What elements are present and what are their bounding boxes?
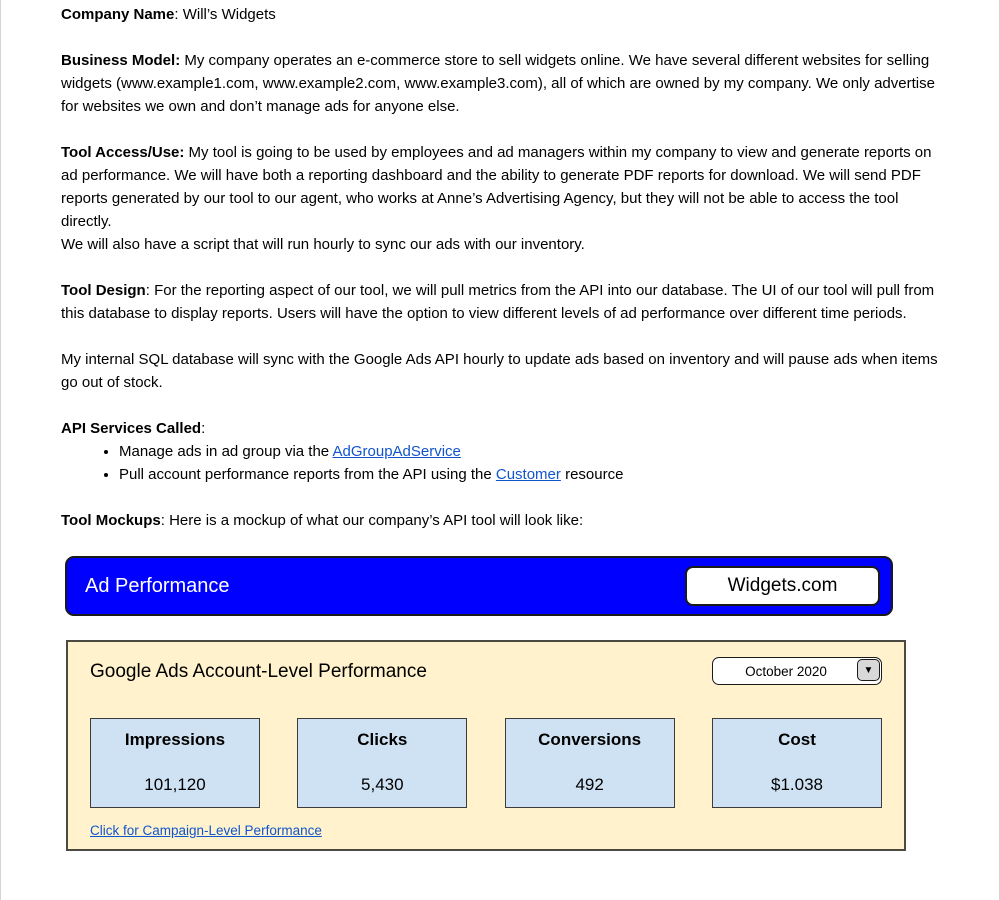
- metric-label: Impressions: [124, 730, 226, 749]
- text-company-name: : Will’s Widgets: [174, 6, 276, 23]
- text-business-model: My company operates an e-commerce store to sell widgets online. We have several different websites for selling widgets (www.example1.com, www.example2.com, www.example3.com), all of which are owned by my company. We only advertise for websites we own and don’t manage ads for anyone else.: [61, 52, 940, 115]
- widgets-com-button[interactable]: Widgets.com: [685, 566, 880, 606]
- paragraph-api-services: [61, 417, 941, 440]
- api-services-list: [61, 440, 941, 486]
- paragraph-company-name: [61, 3, 941, 26]
- metric-value: 5,430: [361, 775, 404, 794]
- mockup-header-title: Ad Performance: [85, 574, 230, 597]
- label-api-services: API Services Called: [61, 420, 202, 437]
- document-body: [61, 3, 941, 851]
- paragraph-business-model: [61, 49, 941, 118]
- metric-card-cost: [712, 718, 882, 808]
- metric-label: Cost: [778, 730, 816, 749]
- bullet-text: Manage ads in ad group via the: [119, 443, 333, 460]
- text-api-services: :: [201, 420, 206, 437]
- text-tool-mockups: : Here is a mockup of what our company’s API tool will look like:: [160, 512, 584, 529]
- month-dropdown-value: October 2020: [745, 663, 827, 679]
- link-adgroupadservice[interactable]: AdGroupAdService: [332, 443, 461, 460]
- metric-cards-row: [90, 718, 882, 808]
- list-item: [119, 463, 941, 486]
- panel-header-row: [90, 657, 882, 685]
- metric-label: Conversions: [538, 730, 642, 749]
- text-sql-sync: My internal SQL database will sync with the Google Ads API hourly to update ads based on inventory and will pause ads when items go out of stock.: [61, 351, 942, 391]
- panel-title: Google Ads Account-Level Performance: [90, 660, 427, 682]
- month-dropdown[interactable]: [712, 657, 882, 685]
- list-item: [119, 440, 941, 463]
- label-company-name: Company Name: [61, 6, 175, 23]
- mockup-header-bar: [65, 556, 893, 616]
- metric-value: 101,120: [144, 775, 206, 794]
- label-business-model: Business Model:: [61, 52, 181, 69]
- paragraph-tool-mockups: [61, 509, 941, 532]
- label-tool-mockups: Tool Mockups: [61, 512, 161, 529]
- paragraph-tool-design: [61, 279, 941, 325]
- chevron-down-icon[interactable]: ▼: [857, 659, 880, 681]
- bullet-text: Pull account performance reports from the API using the: [119, 466, 496, 483]
- metric-value: $1.038: [770, 775, 823, 794]
- bullet-text: resource: [560, 466, 624, 483]
- text-tool-design: : For the reporting aspect of our tool, we will pull metrics from the API into our database. The UI of our tool will pull from this database to display reports. Users will have the option to view different levels of ad performance over different time periods.: [61, 282, 939, 322]
- label-tool-design: Tool Design: [61, 282, 146, 299]
- metric-value: 492: [575, 775, 604, 794]
- metric-card-conversions: [505, 718, 675, 808]
- label-tool-access: Tool Access/Use:: [61, 144, 185, 161]
- metric-label: Clicks: [357, 730, 408, 749]
- campaign-level-link[interactable]: Click for Campaign-Level Performance: [90, 823, 322, 838]
- account-performance-panel: [66, 640, 906, 851]
- paragraph-tool-access: [61, 141, 941, 256]
- metric-card-clicks: [297, 718, 467, 808]
- metric-card-impressions: [90, 718, 260, 808]
- link-customer[interactable]: Customer: [495, 466, 561, 483]
- paragraph-sql-sync: [61, 348, 941, 394]
- text-tool-access: My tool is going to be used by employees and ad managers within my company to view and generate reports on ad performance. We will have both a reporting dashboard and the ability to generate PDF reports for download. We will send PDF reports generated by our tool to our agent, who works at Anne’s Advertising Agency, but they will not be able to access the tool directly. We will also have a script that will run hourly to sync our ads with our inventory.: [61, 144, 932, 253]
